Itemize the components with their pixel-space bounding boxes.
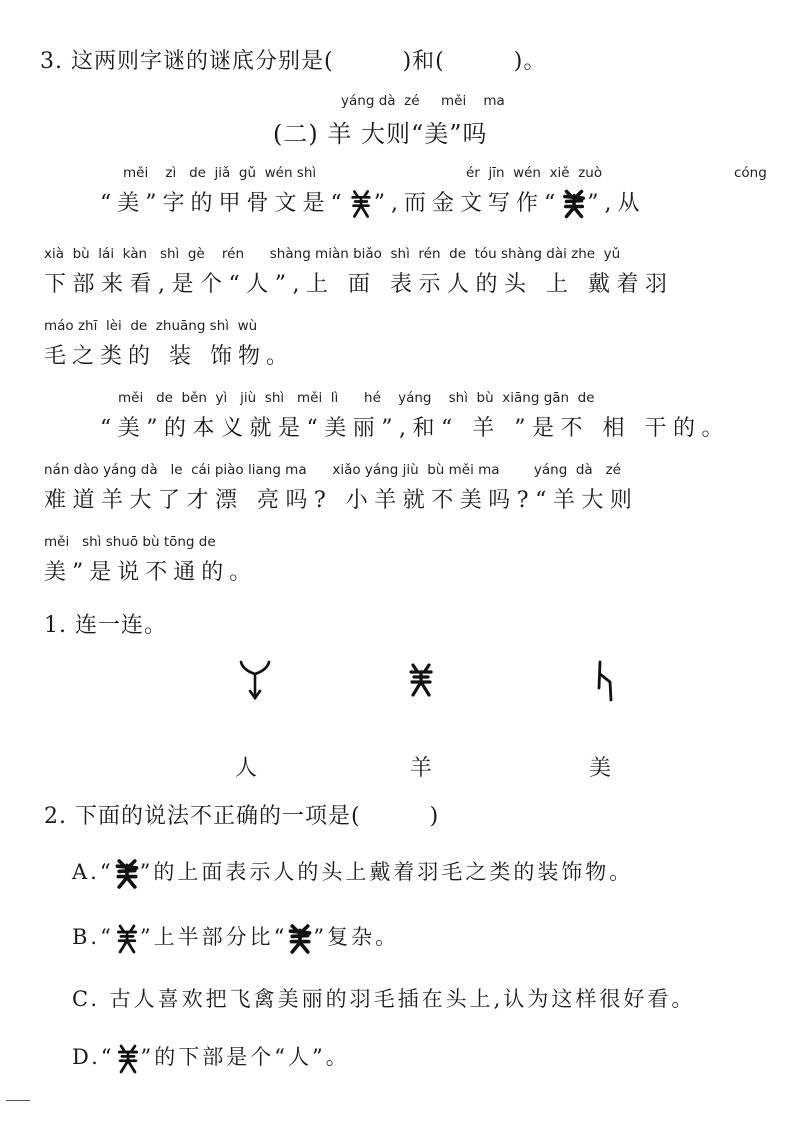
question-1: 1. 连一连。 [44, 613, 167, 638]
text-line: “美”字的甲骨文是“ ”,而金文写作“ ”,从 [100, 186, 646, 219]
pinyin-line: měi de běn yì jiù shì měi lì hé yáng shì bù xiāng gān de [118, 390, 595, 406]
bronze-mei-icon [561, 189, 587, 219]
text-line: 毛之类的 装 饰物。 [44, 344, 294, 369]
oracle-mei-icon [115, 1043, 141, 1075]
oracle-mei-icon[interactable] [406, 661, 436, 699]
option-d[interactable]: D.“ ”的下部是个“人”。 [72, 1041, 350, 1075]
question-2: 2. 下面的说法不正确的一项是( ) [44, 804, 440, 829]
pinyin-line: měi zì de jiǎ gǔ wén shì [123, 165, 317, 181]
oracle-mei-icon [114, 923, 140, 955]
pinyin-line: ér jīn wén xiě zuò [466, 165, 603, 181]
title-pinyin: yáng dà zé měi ma [341, 93, 505, 109]
section-title: (二) 羊 大则“美”吗 [273, 120, 488, 148]
text-line: 难道羊大了才漂 亮吗? 小羊就不美吗?“羊大则 [44, 488, 639, 513]
bronze-mei-icon [287, 923, 313, 955]
match-word-yang[interactable]: 羊 [410, 756, 434, 781]
match-word-mei[interactable]: 美 [589, 756, 613, 781]
option-b[interactable]: B.“ ”上半部分比“ ”复杂。 [72, 921, 399, 955]
option-a[interactable]: A.“ ”的上面表示人的头上戴着羽毛之类的装饰物。 [72, 856, 633, 890]
oracle-ren-icon[interactable] [590, 658, 620, 702]
oracle-yang-icon[interactable] [235, 658, 275, 702]
text-line: 美”是说不通的。 [44, 560, 258, 585]
pinyin-line: xià bù lái kàn shì gè rén shàng miàn biǎo shì rén de tóu shàng dài zhe yǔ [44, 246, 621, 262]
page-mark [6, 1100, 30, 1101]
pinyin-line: nán dào yáng dà le cái piào liang ma xiǎo yáng jiù bù měi ma yáng dà zé [44, 462, 621, 478]
bronze-mei-icon [114, 858, 140, 890]
text-line: 下部来看,是个“人”,上 面 表示人的头 上 戴着羽 [44, 272, 674, 297]
pinyin-line: máo zhī lèi de zhuāng shì wù [44, 318, 258, 334]
pinyin-line: měi shì shuō bù tōng de [44, 534, 216, 550]
match-word-ren[interactable]: 人 [235, 756, 259, 781]
pinyin-line: cóng [734, 165, 767, 181]
question-3: 3. 这两则字谜的谜底分别是( )和( )。 [40, 49, 547, 74]
option-c[interactable]: C. 古人喜欢把飞禽美丽的羽毛插在头上,认为这样很好看。 [72, 987, 696, 1011]
text-line: “美”的本义就是“美丽”,和“ 羊 ”是不 相 干的。 [100, 416, 730, 441]
oracle-mei-icon [348, 189, 374, 219]
